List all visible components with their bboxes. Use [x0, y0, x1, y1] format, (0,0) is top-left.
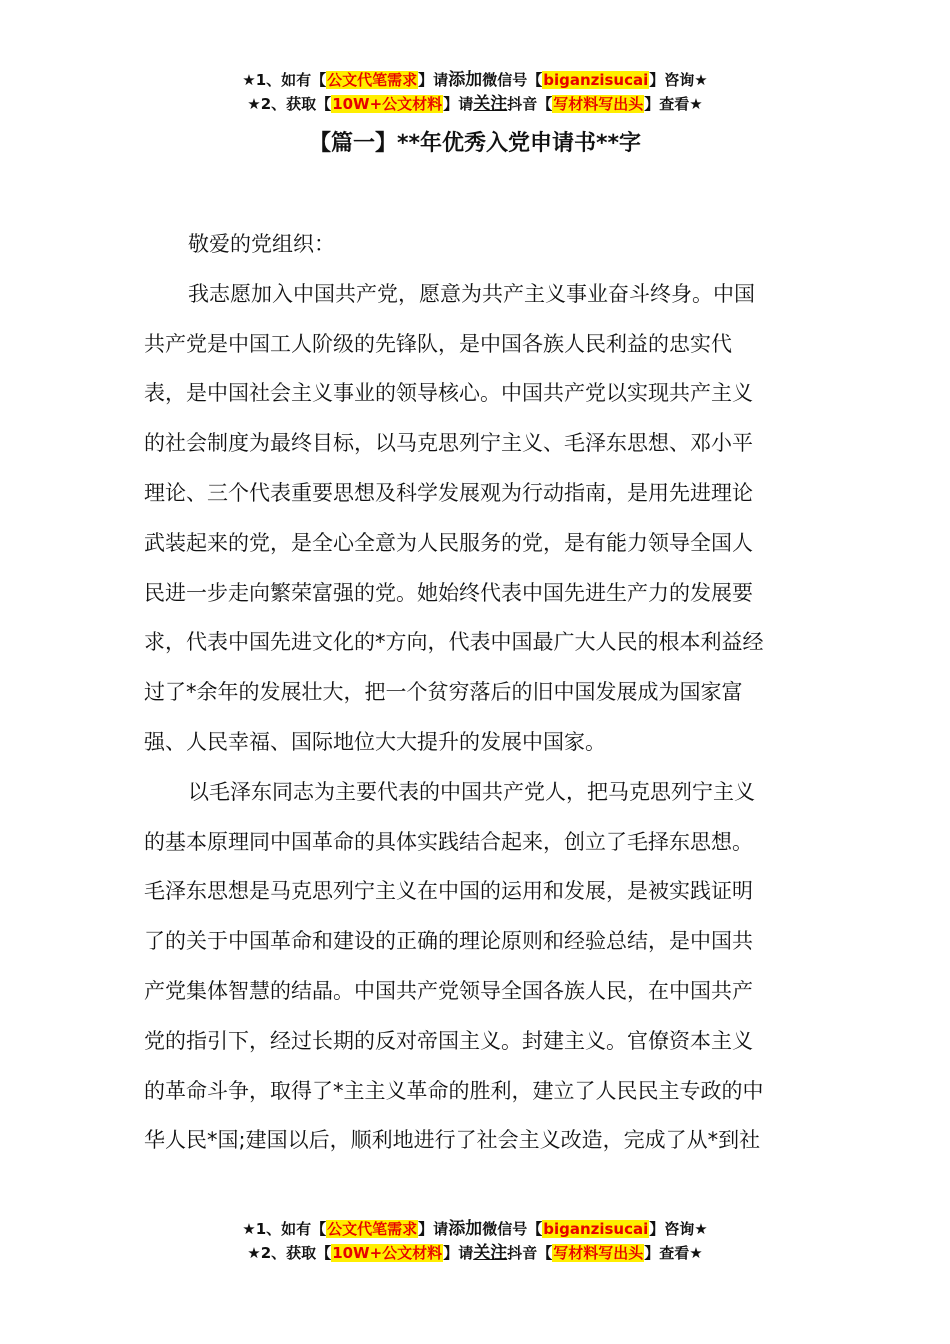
- promo-emphasis: 关注: [473, 94, 508, 114]
- promo-text: 】请: [418, 71, 449, 89]
- promo-text: ★1、如有【: [242, 1220, 327, 1238]
- promo-text: 抖音【: [507, 95, 553, 113]
- promo-line-2: [0, 92, 950, 116]
- promo-emphasis: 关注: [473, 1243, 508, 1263]
- body-line: 了的关于中国革命和建设的正确的理论原则和经验总结，是中国共: [144, 929, 753, 954]
- promo-text: 】查看★: [644, 1244, 703, 1262]
- promo-line-1: [0, 1217, 950, 1241]
- body-line: 民进一步走向繁荣富强的党。她始终代表中国先进生产力的发展要: [144, 580, 753, 605]
- douyin-account: 写材料写出头: [553, 95, 644, 113]
- promo-highlight: 10W+公文材料: [332, 1244, 443, 1262]
- promo-text: 】请: [418, 1220, 449, 1238]
- promo-highlight: 10W+公文材料: [332, 95, 443, 113]
- body-line: 理论、三个代表重要思想及科学发展观为行动指南，是用先进理论: [144, 480, 753, 505]
- promo-text: 】查看★: [644, 95, 703, 113]
- promo-highlight: 公文代笔需求: [327, 1220, 418, 1238]
- body-line: 我志愿加入中国共产党，愿意为共产主义事业奋斗终身。中国: [188, 281, 755, 306]
- promo-text: 微信号【: [482, 71, 543, 89]
- promo-text: 抖音【: [507, 1244, 553, 1262]
- body-line: 华人民*国;建国以后，顺利地进行了社会主义改造，完成了从*到社: [144, 1128, 761, 1153]
- promo-text: 】请: [443, 1244, 474, 1262]
- promo-text: ★2、获取【: [247, 95, 332, 113]
- salutation: 敬爱的党组织：: [188, 232, 335, 256]
- document-body: [144, 220, 810, 1166]
- promo-text: 微信号【: [482, 1220, 543, 1238]
- douyin-account: 写材料写出头: [553, 1244, 644, 1262]
- body-line: 武装起来的党，是全心全意为人民服务的党，是有能力领导全国人: [144, 530, 753, 555]
- body-line: 求，代表中国先进文化的*方向，代表中国最广大人民的根本利益经: [144, 630, 764, 655]
- body-line: 共产党是中国工人阶级的先锋队，是中国各族人民利益的忠实代: [144, 331, 732, 356]
- wechat-id: biganzisucai: [543, 71, 649, 89]
- body-line: 表，是中国社会主义事业的领导核心。中国共产党以实现共产主义: [144, 381, 753, 406]
- promo-text: ★2、获取【: [247, 1244, 332, 1262]
- body-line: 的革命斗争，取得了*主主义革命的胜利，建立了人民民主专政的中: [144, 1078, 764, 1103]
- footer-promo-banner: [0, 1217, 950, 1265]
- body-line: 以毛泽东同志为主要代表的中国共产党人，把马克思列宁主义: [188, 779, 755, 804]
- promo-emphasis: 添加: [448, 1219, 483, 1239]
- promo-text: 】请: [443, 95, 474, 113]
- promo-line-2: [0, 1241, 950, 1265]
- body-line: 产党集体智慧的结晶。中国共产党领导全国各族人民，在中国共产: [144, 978, 753, 1003]
- promo-highlight: 公文代笔需求: [327, 71, 418, 89]
- document-title: 【篇一】**年优秀入党申请书**字: [308, 131, 642, 156]
- wechat-id: biganzisucai: [543, 1220, 649, 1238]
- promo-line-1: [0, 68, 950, 92]
- promo-text: ★1、如有【: [242, 71, 327, 89]
- body-line: 党的指引下，经过长期的反对帝国主义。封建主义。官僚资本主义: [144, 1028, 753, 1053]
- promo-emphasis: 添加: [448, 70, 483, 90]
- body-line: 过了*余年的发展壮大，把一个贫穷落后的旧中国发展成为国家富: [144, 680, 743, 705]
- promo-text: 】咨询★: [649, 1220, 708, 1238]
- header-promo-banner: [0, 68, 950, 116]
- body-line: 毛泽东思想是马克思列宁主义在中国的运用和发展，是被实践证明: [144, 879, 753, 904]
- body-line: 的社会制度为最终目标，以马克思列宁主义、毛泽东思想、邓小平: [144, 431, 753, 456]
- body-line: 的基本原理同中国革命的具体实践结合起来，创立了毛择东思想。: [144, 829, 753, 854]
- promo-text: 】咨询★: [649, 71, 708, 89]
- body-line: 强、人民幸福、国际地位大大提升的发展中国家。: [144, 729, 606, 754]
